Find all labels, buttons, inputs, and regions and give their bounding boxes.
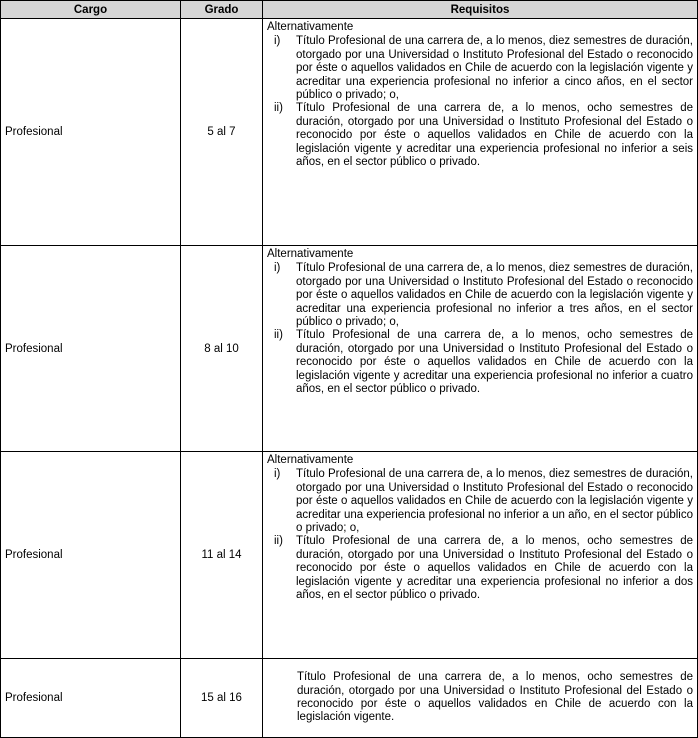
requisito-paragraph: Título Profesional de una carrera de, a lo menos, ocho semestres de duración, otorgado por una Universidad o Instituto Profesional del Estado o reconocido por éste o aquellos validados en Chile de acuerdo con la legislación vigente.	[297, 671, 693, 724]
requisito-item	[267, 102, 693, 169]
requisitos-cell	[263, 246, 698, 452]
item-text: Título Profesional de una carrera de, a lo menos, diez semestres de duración, otorgado por una Universidad o Instituto Profesional del Estado o reconocido por éste o aquellos validados en Chile de acuerdo con la legislación vigente y acreditar una experiencia profesional no inferior a un año, en el sector público o privado; o,	[296, 468, 693, 535]
item-marker: i)	[274, 262, 281, 275]
item-text: Título Profesional de una carrera de, a lo menos, ocho semestres de duración, otorgado por una Universidad o Instituto Profesional del Estado o reconocido por éste o aquellos validados en Chile de acuerdo con la legislación vigente y acreditar una experiencia profesional no inferior a seis años, en el sector público o privado.	[296, 102, 693, 169]
requisitos-cell	[263, 659, 698, 738]
item-marker: ii)	[274, 329, 283, 342]
table-row	[1, 452, 698, 659]
header-cargo: Cargo	[1, 1, 181, 19]
item-text: Título Profesional de una carrera de, a lo menos, diez semestres de duración, otorgado por una Universidad o Instituto Profesional del Estado o reconocido por éste o aquellos validados en Chile de acuerdo con la legislación vigente y acreditar una experiencia profesional no inferior a tres años, en el sector público o privado; o,	[296, 262, 693, 329]
header-row	[1, 1, 698, 19]
requisitos-intro: Alternativamente	[267, 21, 354, 33]
cargo-cell: Profesional	[1, 19, 181, 246]
item-text: Título Profesional de una carrera de, a lo menos, diez semestres de duración, otorgado por una Universidad o Instituto Profesional del Estado o reconocido por éste o aquellos validados en Chile de acuerdo con la legislación vigente y acreditar una experiencia profesional no inferior a cinco años, en el sector público o privado; o,	[296, 35, 693, 102]
header-requisitos: Requisitos	[263, 1, 698, 19]
table-row	[1, 659, 698, 738]
item-marker: i)	[274, 35, 281, 48]
cargo-cell: Profesional	[1, 246, 181, 452]
grado-cell: 15 al 16	[181, 659, 263, 738]
requisitos-intro: Alternativamente	[267, 248, 354, 260]
requisito-item	[267, 35, 693, 102]
table-row	[1, 19, 698, 246]
requisito-item	[267, 535, 693, 602]
grado-cell: 11 al 14	[181, 452, 263, 659]
item-text: Título Profesional de una carrera de, a lo menos, ocho semestres de duración, otorgado por una Universidad o Instituto Profesional del Estado o reconocido por éste o aquellos validados en Chile de acuerdo con la legislación vigente y acreditar una experiencia profesional no inferior a dos años, en el sector público o privado.	[296, 535, 693, 602]
item-text: Título Profesional de una carrera de, a lo menos, ocho semestres de duración, otorgado por una Universidad o Instituto Profesional del Estado o reconocido por éste o aquellos validados en Chile de acuerdo con la legislación vigente y acreditar una experiencia profesional no inferior a cuatro años, en el sector público o privado.	[296, 329, 693, 396]
table-row	[1, 246, 698, 452]
grado-cell: 5 al 7	[181, 19, 263, 246]
requisitos-cell	[263, 19, 698, 246]
cargo-cell: Profesional	[1, 659, 181, 738]
item-marker: i)	[274, 468, 281, 481]
requisitos-intro: Alternativamente	[267, 454, 354, 466]
cargo-cell: Profesional	[1, 452, 181, 659]
item-marker: ii)	[274, 102, 283, 115]
grado-cell: 8 al 10	[181, 246, 263, 452]
requisito-item	[267, 329, 693, 396]
item-marker: ii)	[274, 535, 283, 548]
header-grado: Grado	[181, 1, 263, 19]
requisito-item	[267, 262, 693, 329]
requisitos-cell	[263, 452, 698, 659]
requisito-item	[267, 468, 693, 535]
